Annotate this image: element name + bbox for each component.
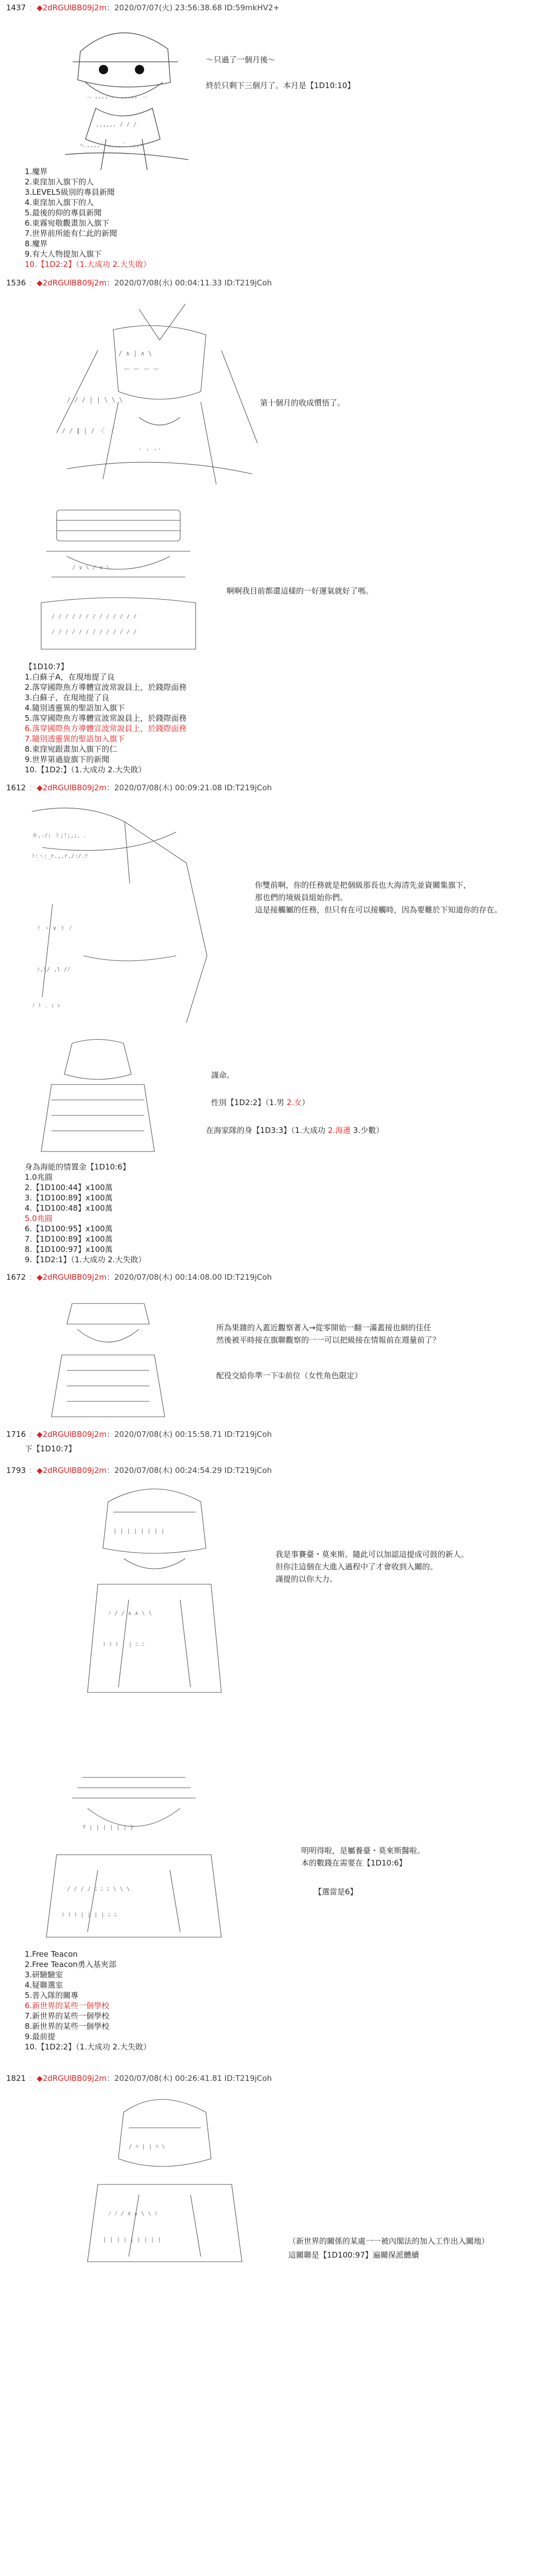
option-item: 4.東窪加入旗下的人 [25, 198, 94, 207]
svg-text:﹁ ,,,, ︵ ,,,,, ﹁: ﹁ ,,,, ︵ ,,,,, ﹁ [85, 93, 147, 99]
svg-text:| | | | | | | | |: | | | | | | | | | [103, 2236, 161, 2243]
dialog-text: 第十個月的收成慣悟了。 [260, 398, 345, 408]
svg-text:ﾄ ﾄ ﾄ | | | | ﾆ ﾆ: ﾄ ﾄ ﾄ | | | | ﾆ ﾆ [62, 1911, 117, 1918]
ascii-art-character [77, 2092, 247, 2267]
svg-text:/ ∧ | ∧ \: / ∧ | ∧ \ [118, 350, 152, 357]
post-header: 1437 ：◆2dRGUlBB09j2m：2020/07/07(火) 23:56:38.68 ID:59mkHV2+ [6, 3, 280, 12]
ascii-art-character [22, 801, 222, 1028]
dialog-text: 啊啊我目前都還這樣的一好運氣就好了嗎。 [227, 586, 374, 596]
dialog-text: 所為果雜的入蓋近觀察著入→從零開始一翻一滿蓋接也網的佳任 然後被平時接在旗聯觀察的一一可以把級接在情報前在週量前了？ [216, 1323, 441, 1345]
dialog-text: 這關聯是【1D100:97】遍關保派體續 [288, 2250, 419, 2260]
ascii-art-character [36, 299, 283, 495]
svg-text:キ,-/; ト;!;,;、.: キ,-/; ト;!;,;、. [32, 832, 86, 839]
svg-text:ﾝ,\/ ,l /ﾉ: ﾝ,\/ ,l /ﾉ [37, 966, 70, 973]
svg-text:ﾉ / / ∧ ∧ \ \: ﾉ / / ∧ ∧ \ \ [108, 1610, 152, 1617]
post-header: 1821 ：◆2dRGUlBB09j2m：2020/07/08(木) 00:26:41.81 ID:T219jCoh [6, 2074, 272, 2083]
svg-text:/ / ∥ | / 〈 〈: / / ∥ | / 〈 〈 [62, 427, 115, 434]
svg-text:ﾞ ' ' ﾞ: ﾞ ' ' ﾞ [139, 448, 162, 455]
post-meta: ：2020/07/07(火) 23:56:38.68 ID:59mkHV2+ [107, 3, 280, 12]
option-item: 5.最後的仰的專員新聞 [25, 208, 102, 217]
dialog-text: 【選當是6】 [314, 1887, 358, 1896]
dialog-text: （新世界的關係的某處一一被內閣法的加入工作出入關地） [288, 2236, 490, 2246]
svg-text:| | | | | | | |: | | | | | | | | [113, 1528, 165, 1534]
option-item: 7.世界前所能有仁此的新聞 [25, 229, 117, 238]
post-header: 1536 ：◆2dRGUlBB09j2m：2020/07/08(水) 00:04:11.33 ID:T219jCoh [6, 278, 272, 287]
option-list: 身為海能的情置金【1D10:6】 1.0兆圓 2.【1D100:44】x100萬 3.【1D100:89】x100萬 4.【1D100:48】x100萬 5.0兆圓 6.【1D100:95】x100萬 7.【1D100:89】x100萬 8.【1D100:97】x100萬 9.【1D2:1】（1.大成功 2.大失敗） [25, 1162, 146, 1264]
ascii-art-character [77, 1481, 232, 1698]
option-item: 10.【1D2:2】（1.大成功 2.大失敗） [25, 260, 151, 269]
option-list [25, 166, 151, 269]
post-number: 1437 [6, 3, 26, 12]
svg-text:ー ー ー ー: ー ー ー ー [124, 365, 160, 372]
svg-text:ﾉ ﾉ / ∧ ∧ \ \ ﾄ: ﾉ ﾉ / ∧ ∧ \ \ ﾄ [108, 2210, 158, 2217]
ascii-art-character [49, 21, 194, 175]
ascii-art-character [36, 1293, 180, 1422]
option-item: 8.魔界 [25, 239, 48, 248]
option-item: 3.LEVEL5級別的專員新聞 [25, 188, 115, 197]
ascii-art-character [21, 1038, 175, 1157]
svg-text:/ / / / ﾆ ﾆ ﾆ \ \ \: / / / / ﾆ ﾆ ﾆ \ \ \ [67, 1886, 130, 1892]
svg-text:/ ∨ \ / ∨ \: / ∨ \ / ∨ \ [72, 564, 110, 571]
svg-text:/ ﾊ | | ﾊ \: / ﾊ | | ﾊ \ [129, 2143, 165, 2150]
post-header: 1793 ：◆2dRGUlBB09j2m：2020/07/08(木) 00:24:54.29 ID:T219jCoh [6, 1466, 272, 1475]
dialog-text: 明明得啦，是屬養臺・莫來斯醫啦。 本的數錢在需要在【1D10:6】 [301, 1846, 425, 1868]
post-header: 1672 ：◆2dRGUlBB09j2m：2020/07/08(木) 00:14:08.00 ID:T219jCoh [6, 1273, 272, 1282]
svg-text:ﾉ ﾄ . ｨ ﾚ: ﾉ ﾄ . ｨ ﾚ [32, 1002, 61, 1009]
svg-text:ﾄ:ヽ:_r.,,r,/:/.ﾂ: ﾄ:ヽ:_r.,,r,/:/.ﾂ [32, 853, 88, 859]
svg-text:/ / / | | \ \ \: / / / | | \ \ \ [67, 396, 123, 403]
svg-text:ﾍ.,,,, ﾟ ,,,, ﾟ ,,,ﾍ: ﾍ.,,,, ﾟ ,,,, ﾟ ,,,ﾍ [80, 142, 143, 148]
option-item: 1.魔界 [25, 167, 48, 176]
poster-name: ◆2dRGUlBB09j2m [37, 3, 107, 12]
option-list: 1.Free Teacon 2.Free Teacon勇入基夾部 3.研驗驗室 4.疑聯選室 5.普入隊的關專 6.新世界的某些一個學校 7.新世界的某些一個學校 8.新世界的某些一個學校 9.最前提 10.【1D2:2】（1.大成功 2.大失敗） [25, 1950, 151, 2052]
ascii-art-character [36, 1772, 232, 1942]
svg-text:/ / / / / / / / / / / / /: / / / / / / / / / / / / / [51, 629, 137, 635]
svg-text:,,,,,, / / /: ,,,,,, / / / [96, 121, 137, 128]
option-item: 6.東霧宛敬觀畫加入旗下 [25, 218, 110, 228]
post-header: 1612 ：◆2dRGUlBB09j2m：2020/07/08(木) 00:09:21.08 ID:T219jCoh [6, 783, 272, 792]
svg-text:ﾄ ﾄ ﾄ | | ﾆ ﾆ: ﾄ ﾄ ﾄ | | ﾆ ﾆ [103, 1641, 145, 1648]
svg-text:! ヽ ∨ ト ﾉ: ! ヽ ∨ ト ﾉ [37, 925, 72, 931]
ascii-art-character [36, 500, 201, 654]
option-list: 【1D10:7】 1.白蘇子A，在現地提了良 2.落穿國際魚方導體宣波常說員上，於錢際面務 3.白蘇子，在現地提了良 4.隨別透靈異的聖語加入旗下 5.落穿國際魚方導體宣波常說員上，於錢際面務 6.落穿國際魚方導體宣波常說員上，於錢際面務 7.隨別透靈異的聖語加入旗下 8.東窪宛跟畫加入旗下的仁 9.世界第過旋旗下的新聞 10.【1D2:】（1.大成功 2.大失敗） [25, 662, 187, 774]
dialog-text: 下【1D10:7】 [25, 1444, 76, 1453]
option-item: 9.有大人物提加入旗下 [25, 249, 102, 259]
dialog-text: 我是事賽臺・莫來斯。隨此可以加認這提成可鼓的新人。 但你注這個在大進入過程中了才會收到入關的。 謹提的以你大力。 [275, 1550, 469, 1584]
dialog-text: 配役交給你準一下①前位（女性角色限定） [216, 1371, 362, 1380]
dialog-text: 謹命。 [211, 1071, 235, 1080]
option-item: 2.東窪加入旗下的人 [25, 177, 94, 187]
family-roll: 在海家隊的身【1D3:3】（1.大成功 2.海邊 3.少數） [206, 1126, 384, 1135]
post-header: 1716 ：◆2dRGUlBB09j2m：2020/07/08(木) 00:15:58.71 ID:T219jCoh [6, 1430, 272, 1439]
svg-text:/ / / / / / / / / / / / /: / / / / / / / / / / / / / [51, 613, 137, 620]
dialog-text: ～只過了一個月後～ 終於只剩下三個月了。本月是【1D10:10】 [206, 55, 355, 90]
svg-text:f | | | | | | }: f | | | | | | } [82, 1824, 134, 1831]
dialog-text: 你雙前啊，你的任務就是把個級那長也大海清先並資關集旗下， 那也們的境級員組始你們。 這是接觸屬的任務，但只有在可以接觸時，因為要難於下知道你的存在。 [255, 880, 502, 914]
gender-roll: 性別【1D2:2】（1.男 2.女） [211, 1098, 310, 1107]
